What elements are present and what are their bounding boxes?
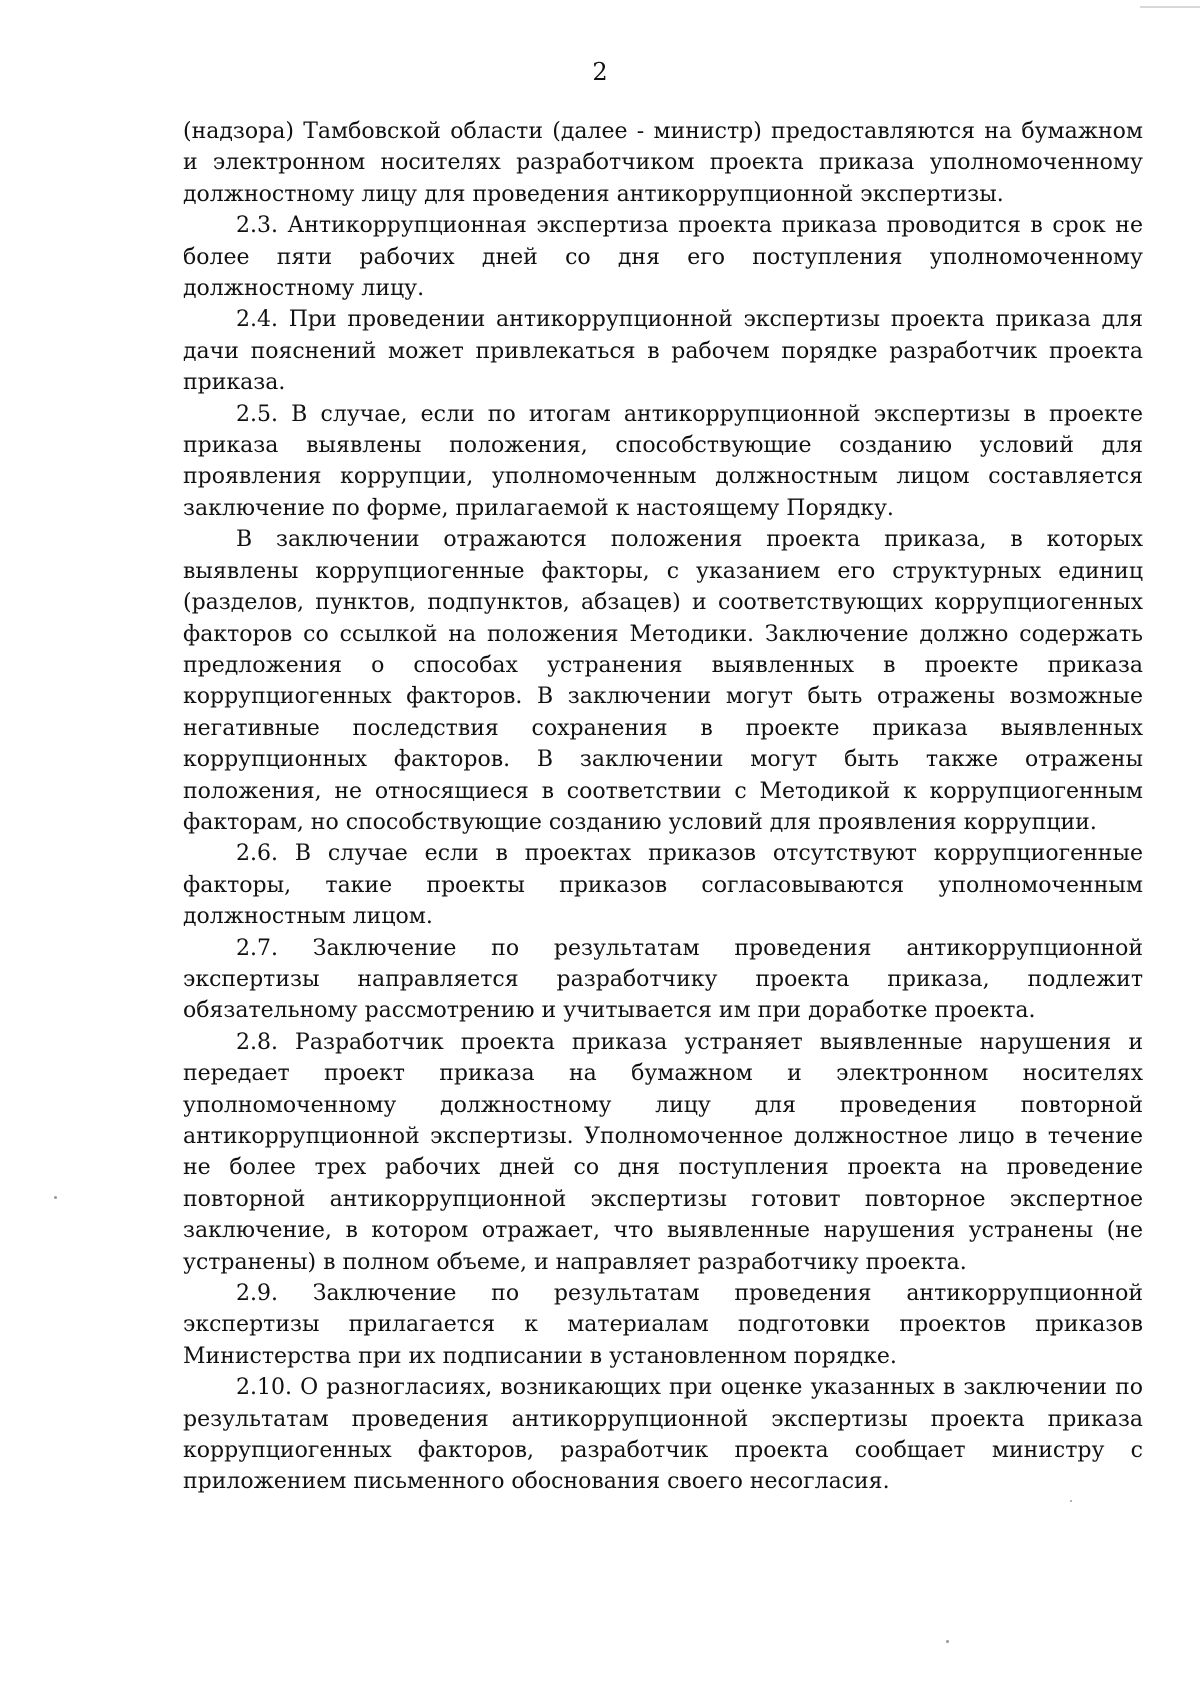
scan-speck [54,1196,57,1199]
paragraph-2-5-conclusion: В заключении отражаются положения проекта приказа, в которых выявлены коррупциогенные факторы, с указанием его структурных единиц (разделов, пунктов, подпунктов, абзацев) и соответствующих коррупциогенных факторов со ссылкой на положения Методики. Заключение должно содержать предложения о способах устранения выявленных в проекте приказа коррупциогенных факторов. В заключении могут быть отражены возможные негативные последствия сохранения в проекте приказа выявленных коррупционных факторов. В заключении могут быть также отражены положения, не относящиеся в соответствии с Методикой к коррупциогенным факторам, но способствующие созданию условий для проявления коррупции. [183,527,1143,835]
paragraph-2-7: 2.7. Заключение по результатам проведения антикоррупционной экспертизы направляется разработчику проекта приказа, подлежит обязательному рассмотрению и учитывается им при доработке проекта. [183,935,1143,1024]
scan-edge-mark [1140,6,1200,8]
paragraph-2-9: 2.9. Заключение по результатам проведения антикоррупционной экспертизы прилагается к материалам подготовки проектов приказов Министерства при их подписании в установленном порядке. [183,1281,1143,1369]
paragraph-continuation: (надзора) Тамбовской области (далее - министр) предоставляются на бумажном и электронном носителях разработчиком проекта приказа уполномоченному должностному лицу для проведения антикоррупционной экспертизы. [183,119,1143,207]
document-body [183,116,1143,1498]
paragraph-2-3: 2.3. Антикоррупционная экспертиза проекта приказа проводится в срок не более пяти рабочих дней со дня его поступления уполномоченному должностному лицу. [183,213,1143,302]
paragraph-2-5: 2.5. В случае, если по итогам антикоррупционной экспертизы в проекте приказа выявлены положения, способствующие созданию условий для проявления коррупции, уполномоченным должностным лицом составляется заключение по форме, прилагаемой к настоящему Порядку. [183,401,1143,521]
paragraph-2-10: 2.10. О разногласиях, возникающих при оценке указанных в заключении по результатам проведения антикоррупционной экспертизы проекта приказа коррупциогенных факторов, разработчик проекта сообщает министру с приложением письменного обоснования своего несогласия. [183,1375,1143,1495]
paragraph-2-8: 2.8. Разработчик проекта приказа устраняет выявленные нарушения и передает проект приказа на бумажном и электронном носителях уполномоченному должностному лицу для проведения повторной антикоррупционной экспертизы. Уполномоченное должностное лицо в течение не более трех рабочих дней со дня поступления проекта на проведение повторной антикоррупционной экспертизы готовит повторное экспертное заключение, в котором отражает, что выявленные нарушения устранены (не устранены) в полном объеме, и направляет разработчику проекта. [183,1029,1143,1275]
paragraph-2-4: 2.4. При проведении антикоррупционной экспертизы проекта приказа для дачи пояснений может привлекаться в рабочем порядке разработчик проекта приказа. [183,307,1143,396]
page-number: 2 [592,58,608,86]
scan-speck [946,1640,949,1643]
scan-speck [1070,1500,1072,1502]
paragraph-2-6: 2.6. В случае если в проектах приказов отсутствуют коррупциогенные факторы, такие проекты приказов согласовываются уполномоченным должностным лицом. [183,841,1143,930]
